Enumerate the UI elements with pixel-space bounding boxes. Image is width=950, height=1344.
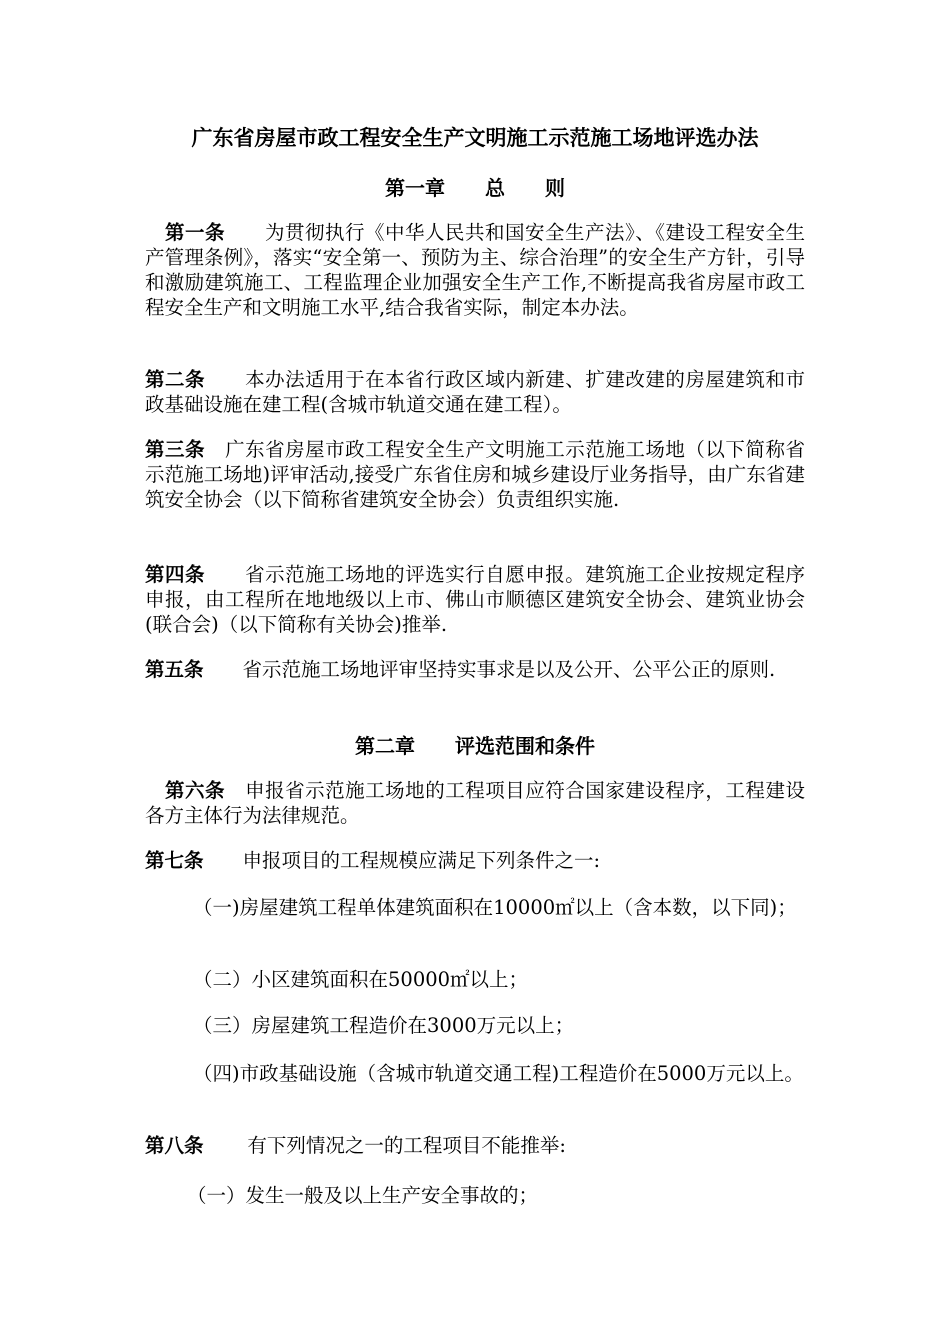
- article-text: 申报项目的工程规模应满足下列条件之一:: [242, 849, 601, 872]
- article-text: 为贯彻执行《中华人民共和国安全生产法》、《建设工程安全生产管理条例》，落实“安全第一、预防为主、综合治理”的安全生产方针，引导和激励建筑施工、工程监理企业加强安全生产工作,不断提高我省房屋市政工程安全生产和文明施工水平,结合我省实际，制定本办法。: [145, 221, 805, 319]
- article-label: 第三条: [145, 438, 206, 461]
- list-item: （一)房屋建筑工程单体建筑面积在10000㎡以上（含本数，以下同)；: [193, 896, 797, 919]
- article-label: 第一条: [165, 221, 225, 244]
- article-7: [145, 848, 805, 873]
- article-label: 第二条: [145, 368, 206, 391]
- article-text: 省示范施工场地的评选实行自愿申报。建筑施工企业按规定程序申报，由工程所在地地级以上市、佛山市顺德区建筑安全协会、建筑业协会(联合会)（以下简称有关协会)推举.: [145, 563, 805, 636]
- article-6: [145, 778, 805, 828]
- list-item: （一）发生一般及以上生产安全事故的；: [187, 1184, 539, 1207]
- article-label: 第五条: [145, 658, 204, 681]
- list-item: （二）小区建筑面积在50000㎡以上；: [193, 968, 529, 991]
- article-text: 有下列情况之一的工程项目不能推举:: [247, 1134, 566, 1157]
- article-3: [145, 437, 805, 512]
- article-label: 第七条: [145, 849, 204, 872]
- chapter-heading: 第二章 评选范围和条件: [355, 734, 595, 758]
- article-4: [145, 562, 805, 637]
- chapter-heading: 第一章 总 则: [385, 176, 565, 200]
- list-item: （三）房屋建筑工程造价在3000万元以上；: [193, 1014, 575, 1037]
- article-label: 第四条: [145, 563, 206, 586]
- article-label: 第八条: [145, 1134, 204, 1157]
- article-8: [145, 1133, 805, 1158]
- article-2: [145, 367, 805, 417]
- article-text: 申报省示范施工场地的工程项目应符合国家建设程序，工程建设各方主体行为法律规范。: [145, 779, 805, 827]
- article-text: 省示范施工场地评审坚持实事求是以及公开、公平公正的原则.: [242, 658, 776, 681]
- article-1: [145, 220, 805, 320]
- article-text: 本办法适用于在本省行政区域内新建、扩建改建的房屋建筑和市政基础设施在建工程(含城市轨道交通在建工程）。: [145, 368, 805, 416]
- document-title: 广东省房屋市政工程安全生产文明施工示范施工场地评选办法: [191, 126, 759, 150]
- article-5: [145, 657, 805, 682]
- list-item: （四)市政基础设施（含城市轨道交通工程)工程造价在5000万元以上。: [193, 1062, 804, 1085]
- article-text: 广东省房屋市政工程安全生产文明施工示范施工场地（以下简称省示范施工场地)评审活动,接受广东省住房和城乡建设厅业务指导，由广东省建筑安全协会（以下简称省建筑安全协会）负责组织实施.: [145, 438, 805, 511]
- article-label: 第六条: [165, 779, 226, 802]
